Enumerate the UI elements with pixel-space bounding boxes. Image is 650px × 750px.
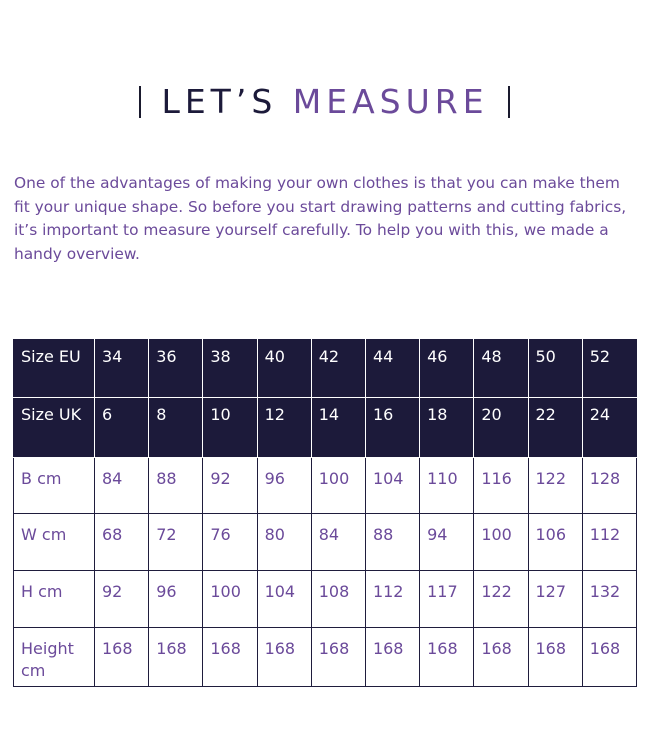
table-cell: 168 bbox=[365, 628, 419, 687]
table-cell: 168 bbox=[582, 628, 636, 687]
table-cell: 24 bbox=[582, 398, 636, 458]
table-cell: 168 bbox=[203, 628, 257, 687]
table-cell: 96 bbox=[149, 571, 203, 628]
table-cell: 117 bbox=[420, 571, 474, 628]
title-divider-left bbox=[139, 86, 141, 118]
table-cell: 110 bbox=[420, 458, 474, 514]
table-cell: 92 bbox=[203, 458, 257, 514]
table-cell: 100 bbox=[311, 458, 365, 514]
table-cell: 10 bbox=[203, 398, 257, 458]
table-cell: 112 bbox=[365, 571, 419, 628]
table-row-waist bbox=[14, 514, 637, 571]
table-cell: 168 bbox=[95, 628, 149, 687]
table-cell: 168 bbox=[257, 628, 311, 687]
table-cell: 52 bbox=[582, 340, 636, 398]
table-cell: 20 bbox=[474, 398, 528, 458]
table-cell: 36 bbox=[149, 340, 203, 398]
table-cell: 132 bbox=[582, 571, 636, 628]
table-cell: 108 bbox=[311, 571, 365, 628]
table-row-hip bbox=[14, 571, 637, 628]
table-cell: 104 bbox=[257, 571, 311, 628]
page-title-part-2: MEASURE bbox=[292, 82, 489, 121]
row-label: Size UK bbox=[14, 398, 95, 458]
table-cell: 96 bbox=[257, 458, 311, 514]
table-row-size-uk bbox=[14, 398, 637, 458]
table-cell: 168 bbox=[420, 628, 474, 687]
table-cell: 72 bbox=[149, 514, 203, 571]
table-cell: 122 bbox=[474, 571, 528, 628]
table-cell: 14 bbox=[311, 398, 365, 458]
row-label: H cm bbox=[14, 571, 95, 628]
table-row-bust bbox=[14, 458, 637, 514]
table-cell: 127 bbox=[528, 571, 582, 628]
table-cell: 50 bbox=[528, 340, 582, 398]
table-cell: 92 bbox=[95, 571, 149, 628]
row-label: Size EU bbox=[14, 340, 95, 398]
size-chart-table bbox=[13, 339, 637, 687]
table-cell: 16 bbox=[365, 398, 419, 458]
table-cell: 100 bbox=[474, 514, 528, 571]
table-cell: 84 bbox=[95, 458, 149, 514]
table-cell: 80 bbox=[257, 514, 311, 571]
table-cell: 6 bbox=[95, 398, 149, 458]
table-cell: 104 bbox=[365, 458, 419, 514]
table-cell: 44 bbox=[365, 340, 419, 398]
table-cell: 116 bbox=[474, 458, 528, 514]
table-cell: 168 bbox=[311, 628, 365, 687]
table-row-height bbox=[14, 628, 637, 687]
page-title bbox=[150, 82, 500, 122]
table-cell: 68 bbox=[95, 514, 149, 571]
table-cell: 12 bbox=[257, 398, 311, 458]
table-cell: 34 bbox=[95, 340, 149, 398]
table-cell: 22 bbox=[528, 398, 582, 458]
table-cell: 8 bbox=[149, 398, 203, 458]
table-cell: 46 bbox=[420, 340, 474, 398]
table-cell: 42 bbox=[311, 340, 365, 398]
table-cell: 88 bbox=[365, 514, 419, 571]
table-cell: 38 bbox=[203, 340, 257, 398]
table-cell: 84 bbox=[311, 514, 365, 571]
table-cell: 168 bbox=[474, 628, 528, 687]
row-label: Height cm bbox=[14, 628, 95, 687]
table-cell: 100 bbox=[203, 571, 257, 628]
table-cell: 76 bbox=[203, 514, 257, 571]
title-divider-right bbox=[508, 86, 510, 118]
table-cell: 94 bbox=[420, 514, 474, 571]
table-cell: 128 bbox=[582, 458, 636, 514]
table-cell: 168 bbox=[149, 628, 203, 687]
table-row-size-eu bbox=[14, 340, 637, 398]
row-label: B cm bbox=[14, 458, 95, 514]
table-cell: 88 bbox=[149, 458, 203, 514]
table-cell: 168 bbox=[528, 628, 582, 687]
table-cell: 106 bbox=[528, 514, 582, 571]
page-title-part-1: LET’S bbox=[161, 82, 293, 121]
row-label: W cm bbox=[14, 514, 95, 571]
page-header bbox=[0, 82, 650, 126]
table-cell: 48 bbox=[474, 340, 528, 398]
table-cell: 18 bbox=[420, 398, 474, 458]
table-cell: 40 bbox=[257, 340, 311, 398]
table-cell: 122 bbox=[528, 458, 582, 514]
intro-paragraph: One of the advantages of making your own clothes is that you can make them fit your unique shape. So before you start drawing patterns and cutting fabrics, it’s important to measure yourself carefully. To help you with this, we made a handy overview. bbox=[14, 174, 627, 263]
table-cell: 112 bbox=[582, 514, 636, 571]
